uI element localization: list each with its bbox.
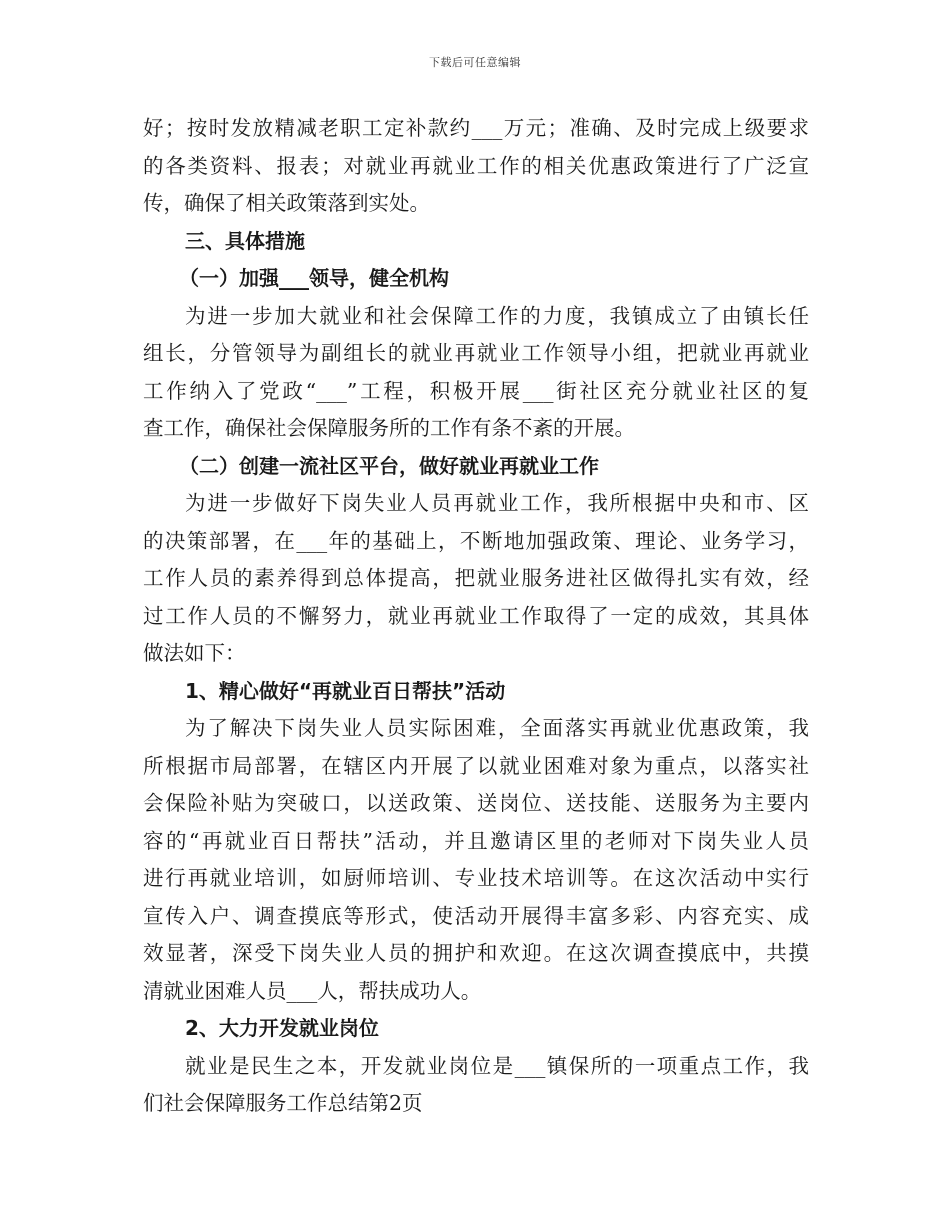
text-line: 组长，分管领导为副组长的就业再就业工作领导小组，把就业再就业 — [143, 341, 809, 365]
text-line: 们社会保障服务工作总结第2页 — [143, 1091, 423, 1115]
text-line: 进行再就业培训，如厨师培训、专业技术培训等。在这次活动中实行 — [143, 866, 809, 890]
text-line: 的决策部署，在___年的基础上，不断地加强政策、理论、业务学习， — [143, 528, 809, 553]
paragraph — [143, 710, 809, 1010]
text-line: 容的“再就业百日帮扶”活动，并且邀请区里的老师对下岗失业人员 — [143, 828, 809, 853]
text-line: 的各类资料、报表；对就业再就业工作的相关优惠政策进行了广泛宣 — [143, 153, 809, 178]
text-line: 查工作，确保社会保障服务所的工作有条不紊的开展。 — [143, 416, 635, 440]
paragraph — [143, 110, 809, 223]
text-line: 好；按时发放精减老职工定补款约___万元；准确、及时完成上级要求 — [143, 116, 809, 140]
subsection-heading: （二）创建一流社区平台，做好就业再就业工作 — [179, 453, 599, 478]
subsection-heading: （一）加强___领导，健全机构 — [179, 266, 449, 290]
text-line: 所根据市局部署，在辖区内开展了以就业困难对象为重点，以落实社 — [143, 753, 809, 778]
text-line: 宣传入户、调查摸底等形式，使活动开展得丰富多彩、内容充实、成 — [143, 903, 809, 928]
text-line: 过工作人员的不懈努力，就业再就业工作取得了一定的成效，其具体 — [143, 603, 809, 628]
paragraph — [143, 485, 809, 673]
document-body — [143, 110, 809, 1123]
text-line: 为进一步加大就业和社会保障工作的力度，我镇成立了由镇长任 — [185, 303, 809, 328]
page-header-note: 下载后可任意编辑 — [429, 56, 521, 69]
section-heading: 三、具体措施 — [185, 228, 305, 253]
text-line: 工作纳入了党政“___”工程，积极开展___街社区充分就业社区的复 — [143, 378, 809, 403]
paragraph — [143, 298, 809, 448]
text-line: 工作人员的素养得到总体提高，把就业服务进社区做得扎实有效，经 — [143, 566, 809, 590]
paragraph — [143, 1048, 809, 1123]
item-heading: 2、大力开发就业岗位 — [185, 1016, 379, 1040]
text-line: 效显著，深受下岗失业人员的拥护和欢迎。在这次调查摸底中，共摸 — [143, 941, 809, 965]
text-line: 做法如下： — [143, 641, 246, 665]
text-line: 就业是民生之本，开发就业岗位是___镇保所的一项重点工作，我 — [185, 1053, 809, 1078]
text-line: 为了解决下岗失业人员实际困难，全面落实再就业优惠政策，我 — [185, 716, 809, 740]
text-line: 清就业困难人员___人，帮扶成功人。 — [143, 978, 482, 1003]
text-line: 为进一步做好下岗失业人员再就业工作，我所根据中央和市、区 — [185, 491, 809, 515]
text-line: 会保险补贴为突破口，以送政策、送岗位、送技能、送服务为主要内 — [143, 791, 809, 815]
text-line: 传，确保了相关政策落到实处。 — [143, 191, 430, 215]
item-heading: 1、精心做好“再就业百日帮扶”活动 — [185, 678, 506, 703]
